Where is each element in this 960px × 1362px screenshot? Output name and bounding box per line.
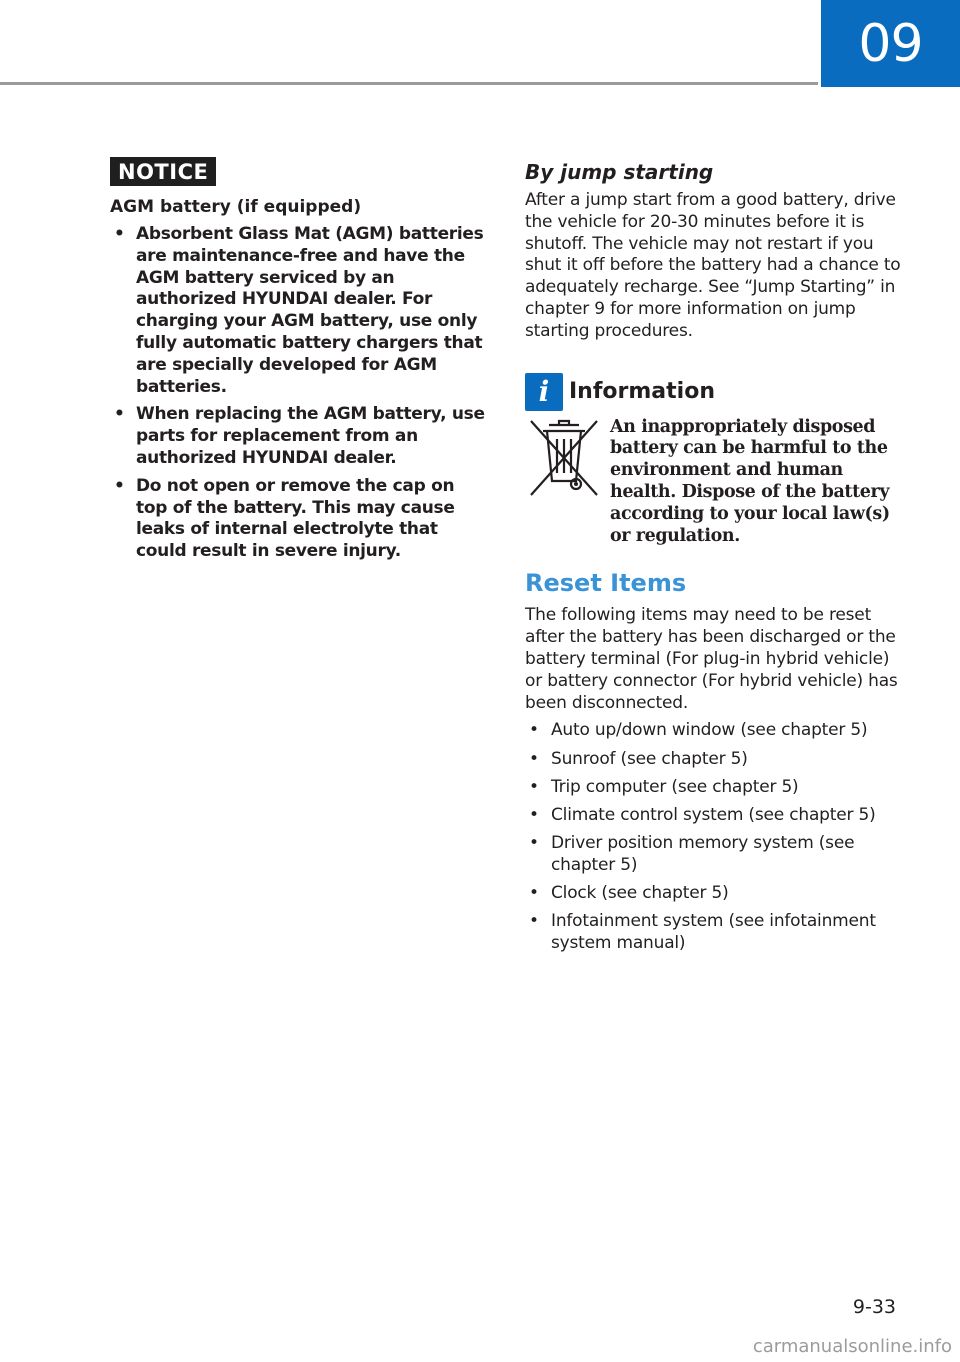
notice-list [110, 224, 486, 563]
reset-items-title: Reset Items [525, 569, 687, 598]
list-item: • Do not open or remove the cap on top of the battery. This may cause leaks of internal electrolyte that could result in severe injury. [110, 476, 486, 563]
page-number: 9-33 [852, 1296, 896, 1318]
list-item: • Auto up/down window (see chapter 5) [525, 720, 905, 742]
jump-starting-heading: By jump starting [525, 160, 714, 184]
list-item: • Driver position memory system (see chapter 5) [525, 833, 905, 877]
information-body [525, 417, 905, 548]
right-column [525, 160, 905, 961]
chapter-number: 09 [858, 13, 923, 74]
information-text: An inappropriately disposed battery can be harmful to the environment and human health. Dispose of the battery according to your local law(s) or regulation. [610, 416, 890, 546]
information-header [525, 373, 905, 411]
chapter-tab [821, 0, 960, 87]
crossed-out-wheelie-bin-icon [525, 417, 603, 499]
info-icon: i [525, 373, 563, 411]
notice-badge: NOTICE [110, 157, 216, 186]
list-item: • Absorbent Glass Mat (AGM) batteries are maintenance-free and have the AGM battery serviced by an authorized HYUNDAI dealer. For charging your AGM battery, use only fully automatic battery chargers that are specially developed for AGM batteries. [110, 224, 486, 398]
reset-items-intro: The following items may need to be reset after the battery has been discharged or the battery terminal (For plug-in hybrid vehicle) or battery connector (For hybrid vehicle) has been disconnected. [525, 605, 898, 713]
left-column [110, 157, 486, 569]
watermark: carmanualsonline.info [752, 1336, 952, 1357]
information-title: Information [569, 379, 715, 405]
list-item: • When replacing the AGM battery, use parts for replacement from an authorized HYUNDAI dealer. [110, 404, 486, 469]
notice-heading: AGM battery (if equipped) [110, 197, 362, 217]
list-item: • Climate control system (see chapter 5) [525, 805, 905, 827]
list-item: • Infotainment system (see infotainment system manual) [525, 911, 905, 955]
header-rule [0, 82, 818, 85]
list-item: • Trip computer (see chapter 5) [525, 777, 905, 799]
list-item: • Clock (see chapter 5) [525, 883, 905, 905]
list-item: • Sunroof (see chapter 5) [525, 749, 905, 771]
jump-starting-body: After a jump start from a good battery, drive the vehicle for 20-30 minutes before it is shutoff. The vehicle may not restart if you shut it off before the battery had a chance to adequately recharge. See “Jump Starting” in chapter 9 for more information on jump starting procedures. [525, 190, 901, 341]
reset-items-list [525, 720, 905, 955]
